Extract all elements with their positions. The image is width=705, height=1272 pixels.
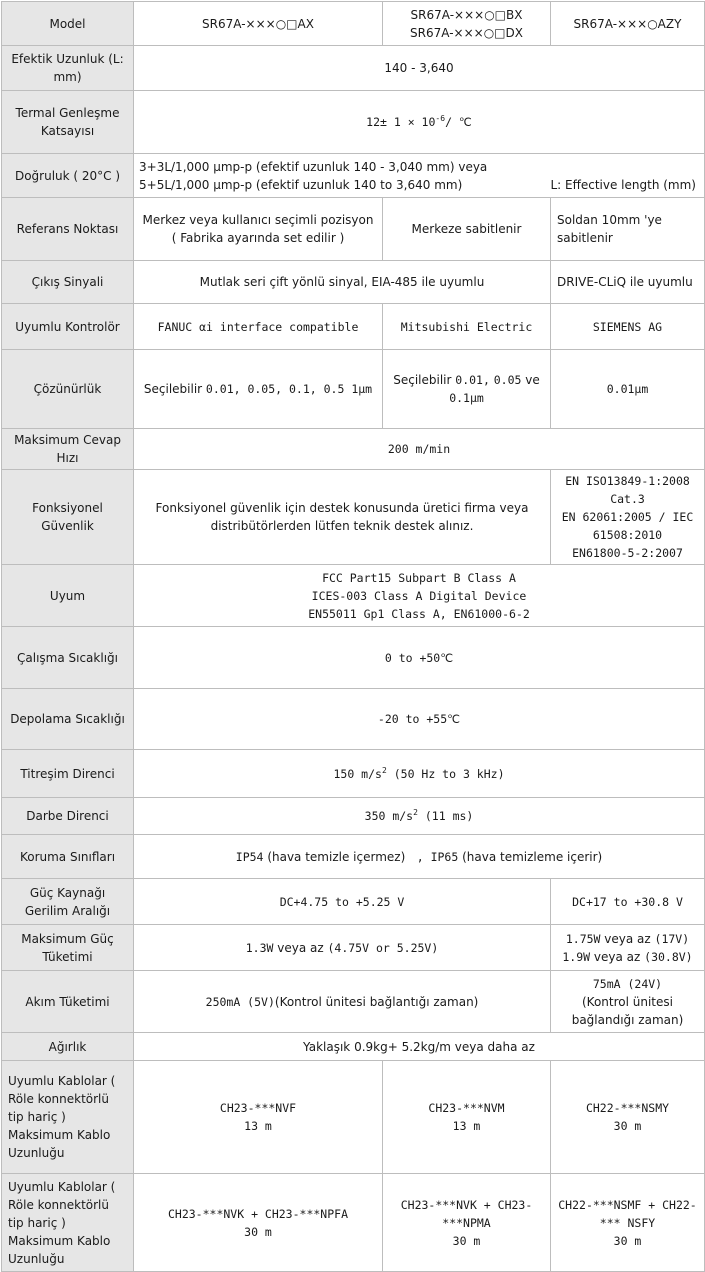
- shock-prefix: 350 m/s: [364, 809, 414, 823]
- operating-temp-value: 0 to +50℃: [134, 627, 705, 689]
- reference-label: Referans Noktası: [2, 198, 134, 261]
- controller-bx: Mitsubishi Electric: [383, 304, 551, 350]
- output-ax-bx: Mutlak seri çift yönlü sinyal, EIA-485 ile uyumlu: [134, 261, 551, 304]
- cables2-ax-1: CH23-***NVK + CH23-***NPFA: [167, 1206, 348, 1221]
- weight-label: Ağırlık: [2, 1033, 134, 1061]
- model-azy: SR67A-×××○AZY: [551, 2, 705, 46]
- row-thermal: [2, 91, 705, 154]
- cables2-ax: [134, 1174, 383, 1272]
- compliance-line2: ICES-003 Class A Digital Device: [311, 588, 527, 603]
- cables1-bx: [383, 1061, 551, 1174]
- row-weight: [2, 1033, 705, 1061]
- row-operating-temp: [2, 627, 705, 689]
- max-power-azy-line1: [557, 930, 698, 948]
- cables1-ax-1: CH23-***NVF: [219, 1101, 297, 1115]
- current-ax-bx-2: (Kontrol ünitesi bağlantığı zaman): [274, 994, 479, 1009]
- safety-ax-bx: Fonksiyonel güvenlik için destek konusunda üretici firma veya distribütörlerden lütfen teknik destek alınız.: [134, 470, 551, 565]
- row-vibration: [2, 750, 705, 798]
- model-bx-dx: [383, 2, 551, 46]
- cables1-azy-1: CH22-***NSMY: [585, 1101, 670, 1115]
- resolution-bx-values-2: 0.05: [493, 373, 522, 387]
- accuracy-note: L: Effective length (mm): [550, 178, 696, 192]
- max-power-azy-1a: 1.75W: [565, 931, 601, 946]
- max-power-azy-1b: veya az: [604, 931, 651, 946]
- cables2-azy-2: 30 m: [613, 1233, 642, 1248]
- current-azy-2: (Kontrol ünitesi bağlandığı zaman): [571, 994, 684, 1027]
- cables2-bx-2: 30 m: [452, 1233, 481, 1248]
- supply-voltage-azy: DC+17 to +30.8 V: [551, 879, 705, 925]
- row-protection: [2, 835, 705, 879]
- safety-azy: [551, 470, 705, 565]
- max-speed-value: 200 m/min: [134, 429, 705, 470]
- vibration-exponent: 2: [381, 765, 387, 775]
- compliance-line3: EN55011 Gp1 Class A, EN61000-6-2: [308, 606, 530, 621]
- current-label: Akım Tüketimi: [2, 971, 134, 1033]
- row-effective-length: [2, 46, 705, 91]
- max-power-ax-bx-1: 1.3W: [245, 940, 274, 955]
- max-power-azy-line2: [557, 948, 698, 966]
- controller-label: Uyumlu Kontrolör: [2, 304, 134, 350]
- compliance-line1: FCC Part15 Subpart B Class A: [322, 570, 516, 585]
- model-dx: SR67A-×××○□DX: [410, 25, 523, 40]
- vibration-prefix: 150 m/s: [333, 766, 382, 781]
- row-cables-1: [2, 1061, 705, 1174]
- cables2-bx: [383, 1174, 551, 1272]
- resolution-azy: 0.01μm: [551, 350, 705, 429]
- model-ax: SR67A-×××○□AX: [134, 2, 383, 46]
- accuracy-label: Doğruluk ( 20°C ): [2, 154, 134, 198]
- current-ax-bx-1: 250mA (5V): [205, 994, 275, 1009]
- row-cables-2: [2, 1174, 705, 1272]
- weight-value: Yaklaşık 0.9kg+ 5.2kg/m veya daha az: [134, 1033, 705, 1061]
- row-shock: [2, 798, 705, 835]
- protection-text1: (hava temizle içermez): [267, 849, 406, 864]
- resolution-ax: [134, 350, 383, 429]
- model-bx: SR67A-×××○□BX: [410, 7, 523, 22]
- cables1-azy-2: 30 m: [613, 1119, 642, 1133]
- storage-temp-label: Depolama Sıcaklığı: [2, 689, 134, 750]
- max-power-azy-2c: (30.8V): [644, 949, 693, 964]
- operating-temp-label: Çalışma Sıcaklığı: [2, 627, 134, 689]
- storage-temp-value: -20 to +55℃: [134, 689, 705, 750]
- max-power-azy-2a: 1.9W: [562, 949, 591, 964]
- resolution-bx: [383, 350, 551, 429]
- safety-azy-5: EN61800-5-2:2007: [572, 546, 683, 560]
- row-reference: [2, 198, 705, 261]
- row-max-power: [2, 925, 705, 971]
- thermal-label: Termal Genleşme Katsayısı: [2, 91, 134, 154]
- row-model: [2, 2, 705, 46]
- safety-azy-1: EN ISO13849-1:2008: [565, 474, 690, 488]
- supply-voltage-ax-bx: DC+4.75 to +5.25 V: [134, 879, 551, 925]
- row-compliance: [2, 565, 705, 627]
- shock-suffix: (11 ms): [424, 809, 474, 823]
- protection-value: [134, 835, 705, 879]
- max-power-azy: [551, 925, 705, 971]
- resolution-bx-word: Seçilebilir: [393, 373, 452, 387]
- effective-length-label: Efektik Uzunluk (L: mm): [2, 46, 134, 91]
- vibration-value: [134, 750, 705, 798]
- protection-code1: IP54: [235, 849, 264, 864]
- resolution-ax-values: 0.01, 0.05, 0.1, 0.5 1μm: [205, 382, 373, 396]
- protection-label: Koruma Sınıfları: [2, 835, 134, 879]
- accuracy-line2: 5+5L/1,000 μmp-p (efektif uzunluk 140 to 3,640 mm): [139, 177, 463, 192]
- controller-azy: SIEMENS AG: [551, 304, 705, 350]
- row-output: [2, 261, 705, 304]
- cables1-ax: [134, 1061, 383, 1174]
- accuracy-value: [134, 154, 705, 198]
- thermal-suffix: / ℃: [445, 115, 472, 129]
- resolution-label: Çözünürlük: [2, 350, 134, 429]
- row-current: [2, 971, 705, 1033]
- max-power-ax-bx-2: veya az: [277, 940, 324, 955]
- resolution-bx-and: ve: [525, 373, 540, 387]
- thermal-exponent: -6: [435, 114, 446, 124]
- cables2-bx-1: CH23-***NVK + CH23-***NPMA: [400, 1197, 533, 1230]
- cables1-azy: [551, 1061, 705, 1174]
- safety-azy-2: Cat.3: [610, 492, 645, 506]
- shock-label: Darbe Direnci: [2, 798, 134, 835]
- row-accuracy: [2, 154, 705, 198]
- safety-azy-3: EN 62061:2005 / IEC: [561, 510, 694, 524]
- protection-code2: , IP65: [416, 849, 459, 864]
- resolution-bx-values-1: 0.01,: [455, 373, 490, 387]
- cables1-bx-1: CH23-***NVM: [428, 1101, 505, 1115]
- spec-table: [1, 1, 705, 1272]
- model-label: Model: [2, 2, 134, 46]
- max-power-label: Maksimum Güç Tüketimi: [2, 925, 134, 971]
- accuracy-line1: 3+3L/1,000 μmp-p (efektif uzunluk 140 - 3,040 mm) veya: [139, 159, 488, 174]
- thermal-prefix: 12± 1 × 10: [366, 115, 436, 129]
- cables1-label: Uyumlu Kablolar ( Röle konnektörlü tip hariç ) Maksimum Kablo Uzunluğu: [2, 1061, 134, 1174]
- max-power-ax-bx: [134, 925, 551, 971]
- row-controller: [2, 304, 705, 350]
- resolution-ax-word: Seçilebilir: [143, 382, 203, 396]
- current-azy: [551, 971, 705, 1033]
- max-power-azy-1c: (17V): [654, 931, 690, 946]
- row-safety: [2, 470, 705, 565]
- controller-ax: FANUC αi interface compatible: [134, 304, 383, 350]
- max-power-ax-bx-3: (4.75V or 5.25V): [327, 940, 439, 955]
- safety-label: Fonksiyonel Güvenlik: [2, 470, 134, 565]
- shock-value: [134, 798, 705, 835]
- vibration-label: Titreşim Direnci: [2, 750, 134, 798]
- row-max-speed: [2, 429, 705, 470]
- compliance-label: Uyum: [2, 565, 134, 627]
- current-azy-1: 75mA (24V): [592, 976, 663, 991]
- max-power-azy-2b: veya az: [593, 949, 641, 964]
- effective-length-value: 140 - 3,640: [134, 46, 705, 91]
- protection-text2: (hava temizleme içerir): [462, 849, 603, 864]
- supply-voltage-label: Güç Kaynağı Gerilim Aralığı: [2, 879, 134, 925]
- current-ax-bx: [134, 971, 551, 1033]
- safety-azy-4: 61508:2010: [592, 528, 663, 542]
- row-supply-voltage: [2, 879, 705, 925]
- cables2-ax-2: 30 m: [244, 1224, 272, 1239]
- cables2-azy-1: CH22-***NSMF + CH22-*** NSFY: [558, 1197, 697, 1230]
- reference-ax: Merkez veya kullanıcı seçimli pozisyon ( Fabrika ayarında set edilir ): [134, 198, 383, 261]
- compliance-value: [134, 565, 705, 627]
- reference-bx: Merkeze sabitlenir: [383, 198, 551, 261]
- cables1-bx-2: 13 m: [452, 1119, 481, 1133]
- resolution-bx-values-3: 0.1μm: [449, 391, 484, 405]
- thermal-value: [134, 91, 705, 154]
- shock-exponent: 2: [413, 808, 418, 818]
- cables2-label: Uyumlu Kablolar ( Röle konnektörlü tip hariç ) Maksimum Kablo Uzunluğu: [2, 1174, 134, 1272]
- max-speed-label: Maksimum Cevap Hızı: [2, 429, 134, 470]
- reference-azy: Soldan 10mm 'ye sabitlenir: [551, 198, 705, 261]
- row-storage-temp: [2, 689, 705, 750]
- output-label: Çıkış Sinyali: [2, 261, 134, 304]
- row-resolution: [2, 350, 705, 429]
- cables2-azy: [551, 1174, 705, 1272]
- output-azy: DRIVE-CLiQ ile uyumlu: [551, 261, 705, 304]
- cables1-ax-2: 13 m: [244, 1119, 272, 1133]
- vibration-suffix: (50 Hz to 3 kHz): [393, 766, 505, 781]
